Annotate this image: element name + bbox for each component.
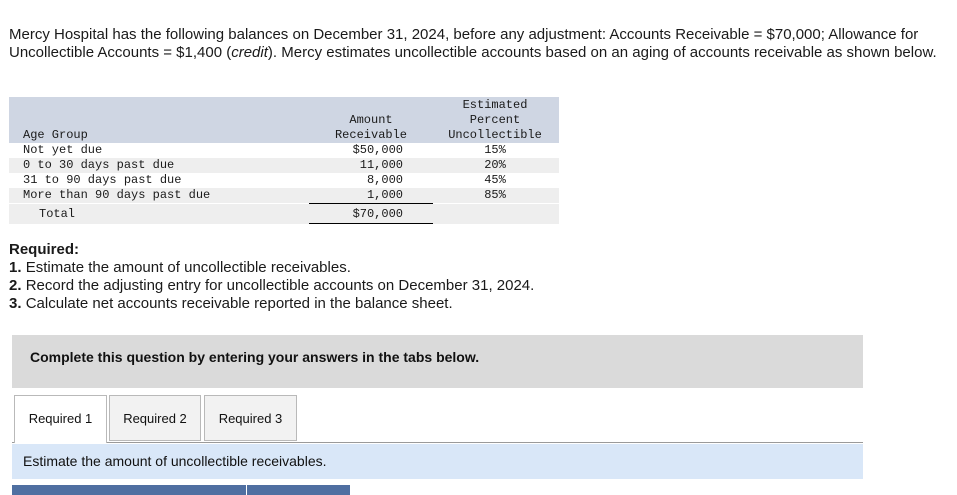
requirement-number: 1.: [9, 259, 22, 276]
total-amount: $70,000: [352, 207, 403, 221]
amount-cell: 1,000: [366, 188, 403, 202]
total-rule: [309, 223, 433, 224]
subtotal-rule: [309, 203, 433, 204]
tab-required-1[interactable]: Required 1: [14, 395, 107, 443]
requirement-text: Estimate the amount of uncollectible receivables.: [25, 259, 351, 276]
tab-bar: [12, 395, 863, 443]
percent-cell: 85%: [484, 188, 506, 202]
header-amount-line1: Amount: [349, 113, 393, 127]
requirement-item: [9, 259, 909, 277]
tab-required-3[interactable]: Required 3: [204, 395, 297, 441]
tab-bar-baseline: [12, 442, 863, 443]
header-amount-line2: Receivable: [334, 128, 407, 142]
header-age-group: Age Group: [23, 128, 88, 142]
header-percent-line1: Estimated: [462, 98, 528, 112]
required-heading: Required:: [9, 241, 80, 258]
age-group-cell: More than 90 days past due: [23, 188, 211, 202]
requirement-item: [9, 277, 909, 295]
requirement-number: 3.: [9, 295, 22, 312]
age-group-cell: 31 to 90 days past due: [23, 173, 182, 187]
instructions-text: Complete this question by entering your answers in the tabs below.: [30, 349, 480, 365]
answer-table-header: [12, 485, 350, 495]
amount-cell: 11,000: [359, 158, 403, 172]
aging-total-bg: [9, 204, 559, 224]
problem-statement: [9, 26, 949, 62]
percent-cell: 15%: [484, 143, 506, 157]
percent-cell: 20%: [484, 158, 506, 172]
requirement-item: [9, 295, 909, 313]
requirement-text: Calculate net accounts receivable reported in the balance sheet.: [25, 295, 453, 312]
amount-cell: 8,000: [366, 173, 403, 187]
header-percent-line2: Percent: [469, 113, 521, 127]
requirement-number: 2.: [9, 277, 22, 294]
aging-table: [9, 97, 559, 225]
age-group-cell: Not yet due: [23, 143, 103, 157]
tab-panel-prompt: [12, 444, 863, 479]
intro-part2: ). Mercy estimates uncollectible accounts based on an aging of accounts receivable as shown below.: [267, 44, 937, 61]
intro-credit: credit: [231, 44, 268, 61]
intro-part1: Mercy Hospital has the following balances on December 31, 2024, before any adjustment: Accounts Receivable = $70,000; Allowance for Uncollectible Accounts = $1,400 (: [9, 26, 919, 61]
requirements: [9, 241, 909, 313]
header-percent-line3: Uncollectible: [448, 128, 542, 142]
tab-prompt-text: Estimate the amount of uncollectible receivables.: [23, 453, 327, 469]
percent-cell: 45%: [484, 173, 506, 187]
age-group-cell: 0 to 30 days past due: [23, 158, 175, 172]
amount-cell: $50,000: [352, 143, 403, 157]
instructions-banner: [12, 335, 863, 388]
answer-table-header-divider: [246, 485, 247, 495]
requirement-text: Record the adjusting entry for uncollectible accounts on December 31, 2024.: [25, 277, 535, 294]
tab-required-2[interactable]: Required 2: [109, 395, 201, 441]
total-label: Total: [39, 207, 76, 221]
